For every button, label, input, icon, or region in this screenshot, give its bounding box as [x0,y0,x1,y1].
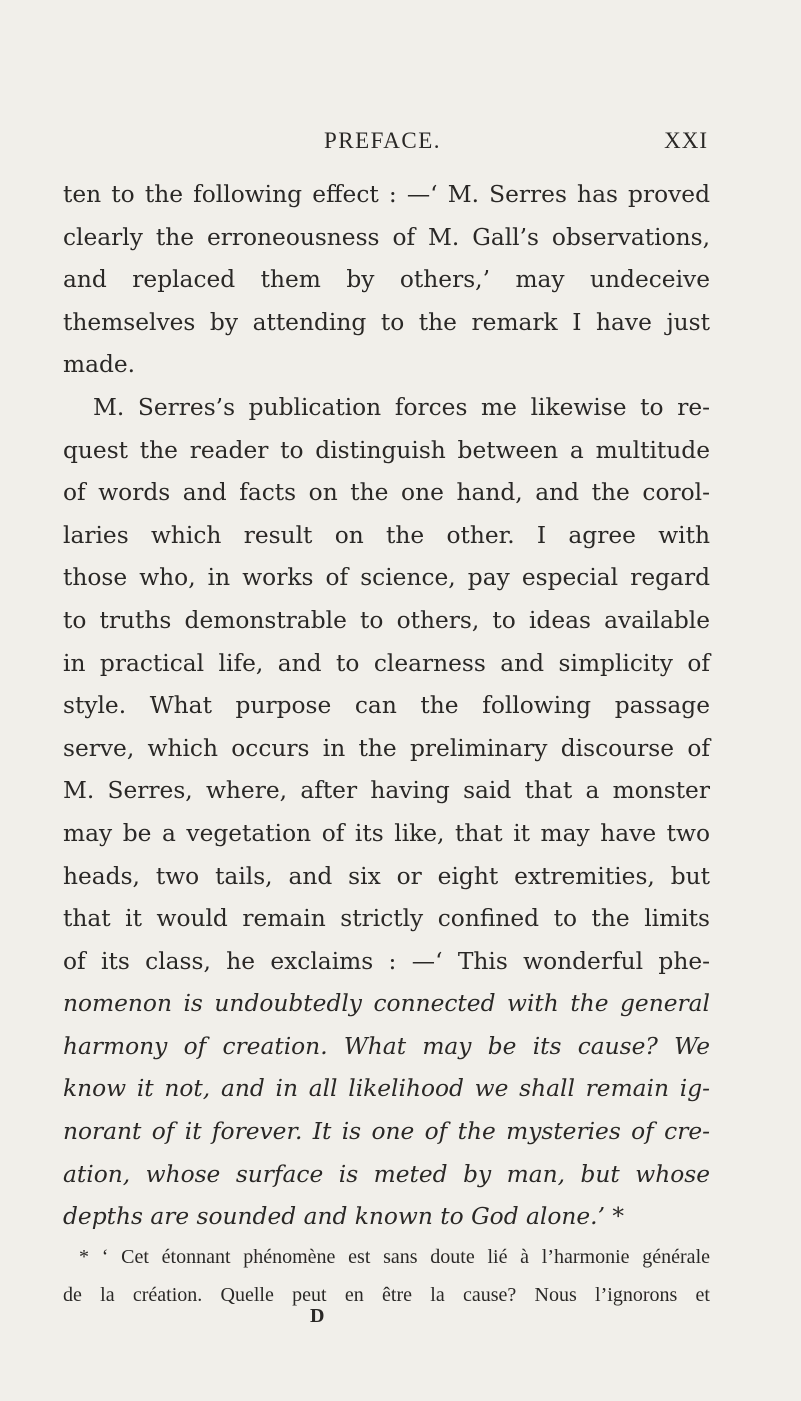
running-head-title: PREFACE. [324,128,442,153]
text-line: nomenon is undoubtedly connected with the general [63,990,710,1018]
text-line: quest the reader to distinguish between a multitude [63,436,710,464]
text-line: know it not, and in all likelihood we shall remain ig- [63,1075,710,1103]
text-line: clearly the erroneousness of M. Gall’s observations, [63,223,710,251]
text-line: in practical life, and to clearness and simplicity of [63,649,710,677]
text-line: that it would remain strictly confined to the limits [63,905,710,933]
footnote-line: de la création. Quelle peut en être la cause? Nous l’ignorons et [63,1284,710,1306]
text-line: laries which result on the other. I agree with [63,521,710,549]
text-line: M. Serres, where, after having said that a monster [63,777,710,805]
signature-mark: D [310,1305,325,1327]
text-line: harmony of creation. What may be its cause? We [63,1032,710,1060]
text-line: may be a vegetation of its like, that it may have two [63,819,710,847]
body-text [63,174,710,1239]
footnote-line: * ‘ Cet étonnant phénomène est sans doute lié à l’harmonie générale [79,1246,710,1268]
text-line: M. Serres’s publication forces me likewise to re- [93,393,710,421]
text-line: and replaced them by others,’ may undeceive [63,266,710,294]
text-line: ten to the following effect : —‘ M. Serres has proved [63,181,710,208]
running-head [0,128,801,158]
text-line: made. [63,351,136,379]
text-line: heads, two tails, and six or eight extremities, but [63,862,710,890]
page-number: XXI [664,128,708,153]
text-line: style. What purpose can the following passage [63,692,710,720]
text-line: depths are sounded and known to God alone.’ * [63,1203,625,1231]
text-line: of its class, he exclaims : —‘ This wonderful phe- [63,947,710,975]
text-line: those who, in works of science, pay especial regard [63,564,710,592]
text-line: to truths demonstrable to others, to ideas available [63,606,710,634]
text-line: ation, whose surface is meted by man, but whose [63,1160,710,1188]
text-line: of words and facts on the one hand, and the corol- [63,479,710,507]
text-line: themselves by attending to the remark I have just [63,308,710,336]
text-line: norant of it forever. It is one of the mysteries of cre- [63,1118,710,1146]
footnote [63,1238,710,1314]
text-line: serve, which occurs in the preliminary discourse of [63,734,710,762]
